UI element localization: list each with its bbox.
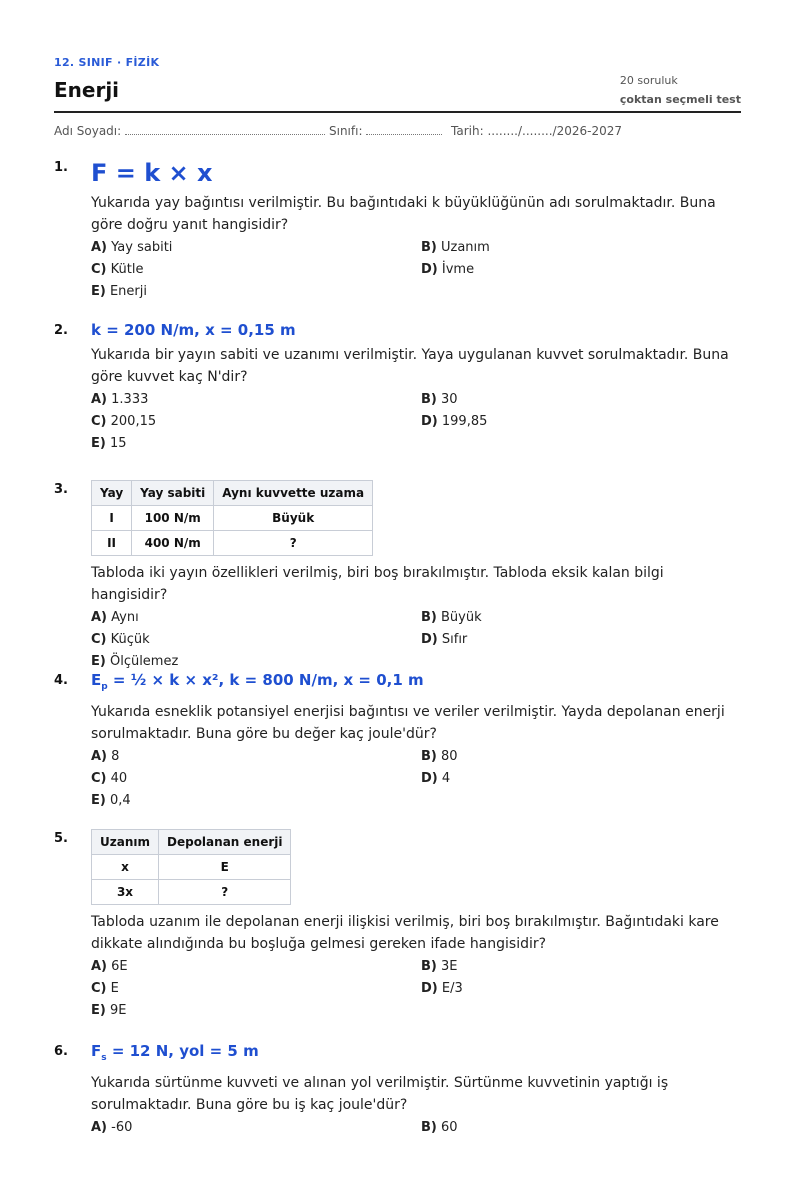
table-cell: E: [159, 855, 291, 880]
formula: k = 200 N/m, x = 0,15 m: [91, 321, 296, 339]
choice-c[interactable]: C) 40: [91, 771, 128, 786]
question-stem: Yukarıda sürtünme kuvveti ve alınan yol verilmiştir. Sürtünme kuvvetinin yaptığı iş sorulmaktadır. Buna göre bu iş kaç joule'dür?: [91, 1075, 669, 1113]
table-header-row: [92, 481, 373, 506]
choices: [91, 1117, 741, 1183]
choice-a[interactable]: A) -60: [91, 1120, 133, 1135]
table-cell: II: [92, 531, 132, 556]
choice-d[interactable]: D) 199,85: [421, 414, 488, 429]
page-title: Enerji: [54, 78, 120, 102]
choice-e[interactable]: E) 0,4: [91, 793, 131, 808]
formula: $F_s = 12$ N, yol = 5 m: [91, 1042, 259, 1063]
question-stem: Yukarıda esneklik potansiyel enerjisi bağıntısı ve veriler verilmiştir. Yayda depolanan enerji sorulmaktadır. Buna göre bu değer kaç joule'dür?: [91, 704, 725, 742]
choices: [91, 607, 741, 673]
test-meta: [620, 71, 741, 109]
choice-b[interactable]: B) 80: [421, 749, 458, 764]
choice-d[interactable]: D) 4: [421, 771, 451, 786]
table-cell: ?: [214, 531, 373, 556]
choice-a[interactable]: A) 1.333: [91, 392, 149, 407]
question-6: [54, 1041, 744, 1135]
data-table: [91, 480, 373, 556]
name-label: Adı Soyadı:: [54, 124, 122, 138]
table-header: Aynı kuvvette uzama: [214, 481, 373, 506]
choice-e[interactable]: E) 15: [91, 436, 127, 451]
question-number: 2.: [54, 323, 68, 338]
table-header: Yay: [92, 481, 132, 506]
table-row: [92, 506, 373, 531]
table-cell: Büyük: [214, 506, 373, 531]
question-number: 6.: [54, 1044, 68, 1059]
subject-label: 12. SINIF · FİZİK: [54, 56, 160, 69]
question-number: 5.: [54, 831, 68, 846]
choice-e[interactable]: E) Enerji: [91, 284, 147, 299]
choice-e[interactable]: E) Ölçülemez: [91, 654, 179, 669]
choice-b[interactable]: B) 60: [421, 1120, 458, 1135]
table-cell: I: [92, 506, 132, 531]
choice-b[interactable]: B) Büyük: [421, 610, 482, 625]
worksheet-header: [54, 56, 741, 113]
choice-b[interactable]: B) 3E: [421, 959, 458, 974]
choice-a[interactable]: A) Yay sabiti: [91, 240, 173, 255]
date-value: ......../......../2026-2027: [487, 124, 622, 138]
table-header: Yay sabiti: [132, 481, 214, 506]
choice-a[interactable]: A) Aynı: [91, 610, 139, 625]
question-count: 20 soruluk: [619, 74, 678, 87]
choice-d[interactable]: D) İvme: [421, 262, 475, 277]
date-label: Tarih:: [451, 124, 484, 138]
formula: F = k × x: [91, 159, 213, 187]
choice-a[interactable]: A) 8: [91, 749, 120, 764]
choice-b[interactable]: B) Uzanım: [421, 240, 490, 255]
question-number: 3.: [54, 482, 68, 497]
choice-a[interactable]: A) 6E: [91, 959, 128, 974]
choices: [91, 237, 741, 303]
date-field: [451, 124, 622, 138]
table-cell: 400 N/m: [132, 531, 214, 556]
question-number: 1.: [54, 160, 68, 175]
table-cell: 3x: [92, 880, 159, 905]
choice-c[interactable]: C) E: [91, 981, 119, 996]
choices: [91, 746, 741, 812]
choice-c[interactable]: C) Kütle: [91, 262, 144, 277]
name-blank[interactable]: [125, 126, 325, 135]
table-cell: x: [92, 855, 159, 880]
question-stem: Yukarıda bir yayın sabiti ve uzanımı verilmiştir. Yaya uygulanan kuvvet sorulmaktadır. Buna göre kuvvet kaç N'dir?: [91, 347, 729, 385]
question-stem: Tabloda iki yayın özellikleri verilmiş, biri boş bırakılmıştır. Tabloda eksik kalan bilgi hangisidir?: [91, 565, 664, 603]
choice-c[interactable]: C) Küçük: [91, 632, 150, 647]
test-kind: çoktan seçmeli test: [619, 93, 741, 106]
table-row: [92, 880, 291, 905]
table-cell: ?: [159, 880, 291, 905]
name-field[interactable]: [54, 124, 325, 138]
choice-d[interactable]: D) Sıfır: [421, 632, 468, 647]
data-table: [91, 829, 291, 905]
class-field[interactable]: [329, 124, 442, 138]
table-header: Uzanım: [92, 830, 159, 855]
class-label: Sınıfı:: [329, 124, 363, 138]
choices: [91, 956, 741, 1022]
question-stem: Tabloda uzanım ile depolanan enerji ilişkisi verilmiş, biri boş bırakılmıştır. Bağıntıdaki kare dikkate alındığında bu boşluğa gelmesi gereken ifade hangisidir?: [91, 914, 719, 952]
table-header: Depolanan enerji: [159, 830, 291, 855]
choice-b[interactable]: B) 30: [421, 392, 458, 407]
formula: $E_p$ = ½ × k × x², k = 800 N/m, x = 0,1 m: [91, 671, 424, 692]
table-row: [92, 531, 373, 556]
table-header-row: [92, 830, 291, 855]
choice-d[interactable]: D) E/3: [421, 981, 463, 996]
choices: [91, 389, 741, 455]
class-blank[interactable]: [366, 126, 442, 135]
question-stem: Yukarıda yay bağıntısı verilmiştir. Bu bağıntıdaki k büyüklüğünün adı sorulmaktadır. Buna göre doğru yanıt hangisidir?: [91, 195, 716, 233]
table-row: [92, 855, 291, 880]
table-cell: 100 N/m: [132, 506, 214, 531]
choice-c[interactable]: C) 200,15: [91, 414, 157, 429]
choice-e[interactable]: E) 9E: [91, 1003, 127, 1018]
question-number: 4.: [54, 673, 68, 688]
